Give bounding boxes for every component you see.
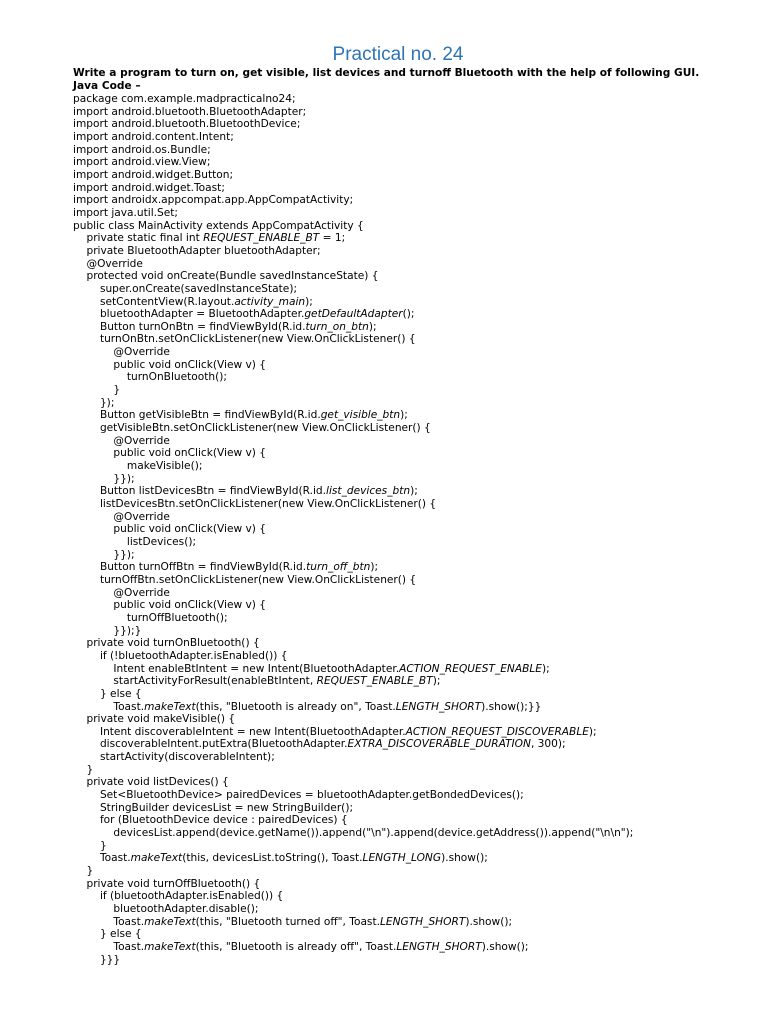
code-text: (this, "Bluetooth turned off", Toast. xyxy=(195,915,380,928)
code-text: import android.bluetooth.BluetoothDevice; xyxy=(73,118,301,131)
code-text: listDevicesBtn.setOnClickListener(new View.OnClickListener() { xyxy=(73,498,437,510)
code-line xyxy=(73,156,763,169)
code-text: public void onClick(View v) { xyxy=(73,599,267,612)
code-text: ); xyxy=(588,725,597,738)
code-line xyxy=(73,599,763,612)
code-line xyxy=(73,789,763,802)
code-text: (); xyxy=(402,308,415,321)
code-line xyxy=(73,220,763,233)
code-text: public void onClick(View v) { xyxy=(73,523,267,536)
code-identifier-italic: LENGTH_LONG xyxy=(362,852,442,865)
code-line xyxy=(73,726,763,739)
code-line xyxy=(73,523,763,536)
task-statement xyxy=(73,67,753,92)
code-identifier-italic: ACTION_REQUEST_ENABLE xyxy=(399,662,542,675)
code-line xyxy=(73,814,763,827)
code-text: ).show(); xyxy=(441,852,488,865)
code-line xyxy=(73,485,763,498)
code-text: } xyxy=(73,763,94,776)
code-text: ).show(); xyxy=(465,915,513,928)
code-text: }}); xyxy=(73,548,135,561)
code-text: (this, devicesList.toString(), Toast. xyxy=(182,852,363,865)
code-text: discoverableIntent.putExtra(BluetoothAdapter. xyxy=(73,738,348,751)
code-line xyxy=(73,764,763,777)
code-line xyxy=(73,232,763,245)
code-text: } else { xyxy=(73,928,142,941)
code-line xyxy=(73,258,763,271)
code-identifier-italic: makeText xyxy=(130,852,183,865)
code-line xyxy=(73,473,763,486)
code-text: private BluetoothAdapter bluetoothAdapter; xyxy=(73,244,321,257)
code-text: Toast. xyxy=(73,700,145,713)
code-line xyxy=(73,245,763,258)
code-text: Button getVisibleBtn = findViewById(R.id. xyxy=(73,409,321,422)
code-line xyxy=(73,371,763,384)
document-title: Practical no. 24 xyxy=(332,44,464,65)
task-text: Write a program to turn on, get visible, list devices and turnoff Bluetooth with the help of following GUI. xyxy=(73,67,700,79)
code-text: makeVisible(); xyxy=(73,460,203,473)
code-heading: Java Code – xyxy=(73,79,141,92)
code-text: public class MainActivity extends AppCompatActivity { xyxy=(73,219,364,232)
code-text: listDevices(); xyxy=(73,535,197,548)
code-text: super.onCreate(savedInstanceState); xyxy=(73,282,298,295)
code-line xyxy=(73,118,763,131)
code-identifier-italic: turn_off_btn xyxy=(306,561,371,574)
code-line xyxy=(73,865,763,878)
code-line xyxy=(73,182,763,195)
code-identifier-italic: turn_on_btn xyxy=(305,320,369,333)
code-text: (this, "Bluetooth is already on", Toast. xyxy=(195,700,396,713)
code-line xyxy=(73,447,763,460)
code-text: } else { xyxy=(73,687,142,700)
code-identifier-italic: getDefaultAdapter xyxy=(304,308,403,321)
code-text: ); xyxy=(400,409,408,422)
code-identifier-italic: REQUEST_ENABLE_BT xyxy=(316,675,433,688)
code-text: import android.widget.Button; xyxy=(73,168,234,181)
code-line xyxy=(73,194,763,207)
code-line xyxy=(73,738,763,751)
code-line xyxy=(73,878,763,891)
code-text: ); xyxy=(370,561,379,574)
code-text: }}} xyxy=(73,953,121,966)
code-text: for (BluetoothDevice device : pairedDevices) { xyxy=(73,814,348,827)
code-line xyxy=(73,941,763,954)
code-text: devicesList.append(device.getName()).append("\n").append(device.getAddress()).append("\n\n"); xyxy=(73,827,634,840)
code-line xyxy=(73,637,763,650)
code-text: private void turnOnBluetooth() { xyxy=(73,637,260,650)
code-identifier-italic: get_visible_btn xyxy=(320,409,401,422)
code-identifier-italic: makeText xyxy=(144,915,196,928)
code-line xyxy=(73,460,763,473)
code-text: turnOnBtn.setOnClickListener(new View.OnClickListener() { xyxy=(73,333,416,346)
code-text: if (!bluetoothAdapter.isEnabled()) { xyxy=(73,649,288,662)
code-identifier-italic: LENGTH_SHORT xyxy=(396,940,482,953)
code-line xyxy=(73,207,763,220)
code-text: import android.widget.Toast; xyxy=(73,181,225,194)
code-text: ); xyxy=(432,675,441,688)
code-text: Button listDevicesBtn = findViewById(R.id. xyxy=(73,485,327,498)
code-text: }); xyxy=(73,396,115,409)
code-text: import android.bluetooth.BluetoothAdapter; xyxy=(73,105,307,118)
code-line xyxy=(73,840,763,853)
code-text: public void onClick(View v) { xyxy=(73,358,267,371)
code-line xyxy=(73,296,763,309)
code-text: ); xyxy=(368,320,377,333)
code-line xyxy=(73,663,763,676)
code-line xyxy=(73,688,763,701)
code-text: @Override xyxy=(73,586,170,599)
code-text: Toast. xyxy=(73,940,145,953)
code-text: private static final int xyxy=(73,232,204,245)
code-line xyxy=(73,308,763,321)
code-text: @Override xyxy=(73,510,170,523)
code-line xyxy=(73,612,763,625)
code-line xyxy=(73,144,763,157)
code-line xyxy=(73,776,763,789)
code-line xyxy=(73,827,763,840)
code-text: import android.content.Intent; xyxy=(73,130,234,143)
code-line xyxy=(73,283,763,296)
code-text: startActivity(discoverableIntent); xyxy=(73,751,275,764)
code-text: } xyxy=(73,384,121,397)
code-text: package com.example.madpracticalno24; xyxy=(73,93,296,105)
code-text: import androidx.appcompat.app.AppCompatActivity; xyxy=(73,194,354,207)
code-text: }}); xyxy=(73,472,135,485)
code-text: Intent enableBtIntent = new Intent(BluetoothAdapter. xyxy=(73,662,400,675)
code-text: (this, "Bluetooth is already off", Toast. xyxy=(195,940,397,953)
code-text: turnOffBluetooth(); xyxy=(73,611,228,624)
code-text: import java.util.Set; xyxy=(73,206,178,219)
code-line xyxy=(73,650,763,663)
code-text: ).show();}} xyxy=(481,700,542,713)
code-text: import android.os.Bundle; xyxy=(73,143,211,156)
code-line xyxy=(73,536,763,549)
code-line xyxy=(73,131,763,144)
code-identifier-italic: REQUEST_ENABLE_BT xyxy=(203,232,320,245)
code-line xyxy=(73,954,763,967)
code-line xyxy=(73,359,763,372)
code-text: protected void onCreate(Bundle savedInstanceState) { xyxy=(73,270,379,283)
code-text: Button turnOffBtn = findViewById(R.id. xyxy=(73,561,307,574)
code-text: } xyxy=(73,839,107,852)
code-text: ); xyxy=(305,295,313,308)
code-text: if (bluetoothAdapter.isEnabled()) { xyxy=(73,890,284,903)
code-line xyxy=(73,574,763,587)
code-line xyxy=(73,409,763,422)
code-line xyxy=(73,852,763,865)
code-text: turnOffBtn.setOnClickListener(new View.OnClickListener() { xyxy=(73,573,417,586)
code-text: StringBuilder devicesList = new StringBuilder(); xyxy=(73,801,354,814)
code-text: , 300); xyxy=(530,738,566,751)
code-text: setContentView(R.layout. xyxy=(73,295,235,308)
code-text: }});} xyxy=(73,624,142,637)
code-line xyxy=(73,321,763,334)
code-line xyxy=(73,802,763,815)
code-line xyxy=(73,751,763,764)
code-line xyxy=(73,561,763,574)
code-identifier-italic: makeText xyxy=(144,940,196,953)
code-text: ); xyxy=(410,485,418,498)
code-text: public void onClick(View v) { xyxy=(73,447,267,460)
code-text: bluetoothAdapter.disable(); xyxy=(73,903,259,915)
code-identifier-italic: LENGTH_SHORT xyxy=(379,915,466,928)
code-text: import android.view.View; xyxy=(73,156,211,169)
code-line xyxy=(73,587,763,600)
code-text: Button turnOnBtn = findViewById(R.id. xyxy=(73,320,306,333)
code-text: @Override xyxy=(73,257,143,270)
code-text: getVisibleBtn.setOnClickListener(new View.OnClickListener() { xyxy=(73,422,431,435)
code-identifier-italic: EXTRA_DISCOVERABLE_DURATION xyxy=(347,738,531,751)
code-text: private void listDevices() { xyxy=(73,776,229,789)
code-text: @Override xyxy=(73,434,170,447)
code-line xyxy=(73,498,763,511)
code-text: turnOnBluetooth(); xyxy=(73,371,227,384)
code-text: private void turnOffBluetooth() { xyxy=(73,877,261,890)
code-line xyxy=(73,928,763,941)
code-text: startActivityForResult(enableBtIntent, xyxy=(73,675,317,688)
code-text: Toast. xyxy=(73,915,145,928)
code-line xyxy=(73,169,763,182)
code-line xyxy=(73,106,763,119)
code-line xyxy=(73,422,763,435)
code-line xyxy=(73,903,763,916)
code-line xyxy=(73,384,763,397)
code-line xyxy=(73,346,763,359)
code-identifier-italic: makeText xyxy=(144,700,196,713)
java-code-block xyxy=(73,93,763,966)
code-text: = 1; xyxy=(319,232,346,245)
code-text: Intent discoverableIntent = new Intent(BluetoothAdapter. xyxy=(73,725,406,738)
code-text: @Override xyxy=(73,346,170,359)
code-identifier-italic: list_devices_btn xyxy=(326,485,411,498)
code-line xyxy=(73,713,763,726)
code-line xyxy=(73,397,763,410)
code-line xyxy=(73,549,763,562)
code-line xyxy=(73,675,763,688)
code-text: } xyxy=(73,865,94,878)
code-identifier-italic: LENGTH_SHORT xyxy=(395,700,482,713)
code-line xyxy=(73,511,763,524)
code-text: private void makeVisible() { xyxy=(73,713,236,726)
code-line xyxy=(73,916,763,929)
code-identifier-italic: activity_main xyxy=(234,295,306,308)
code-text: bluetoothAdapter = BluetoothAdapter. xyxy=(73,308,305,321)
code-line xyxy=(73,625,763,638)
code-line xyxy=(73,435,763,448)
code-identifier-italic: ACTION_REQUEST_DISCOVERABLE xyxy=(405,725,589,738)
code-line xyxy=(73,93,763,106)
code-text: ).show(); xyxy=(481,940,529,953)
code-text: Toast. xyxy=(73,852,131,865)
code-text: Set<BluetoothDevice> pairedDevices = bluetoothAdapter.getBondedDevices(); xyxy=(73,789,524,802)
code-line xyxy=(73,701,763,714)
code-line xyxy=(73,890,763,903)
code-text: ); xyxy=(541,662,550,675)
code-line xyxy=(73,270,763,283)
code-line xyxy=(73,333,763,346)
